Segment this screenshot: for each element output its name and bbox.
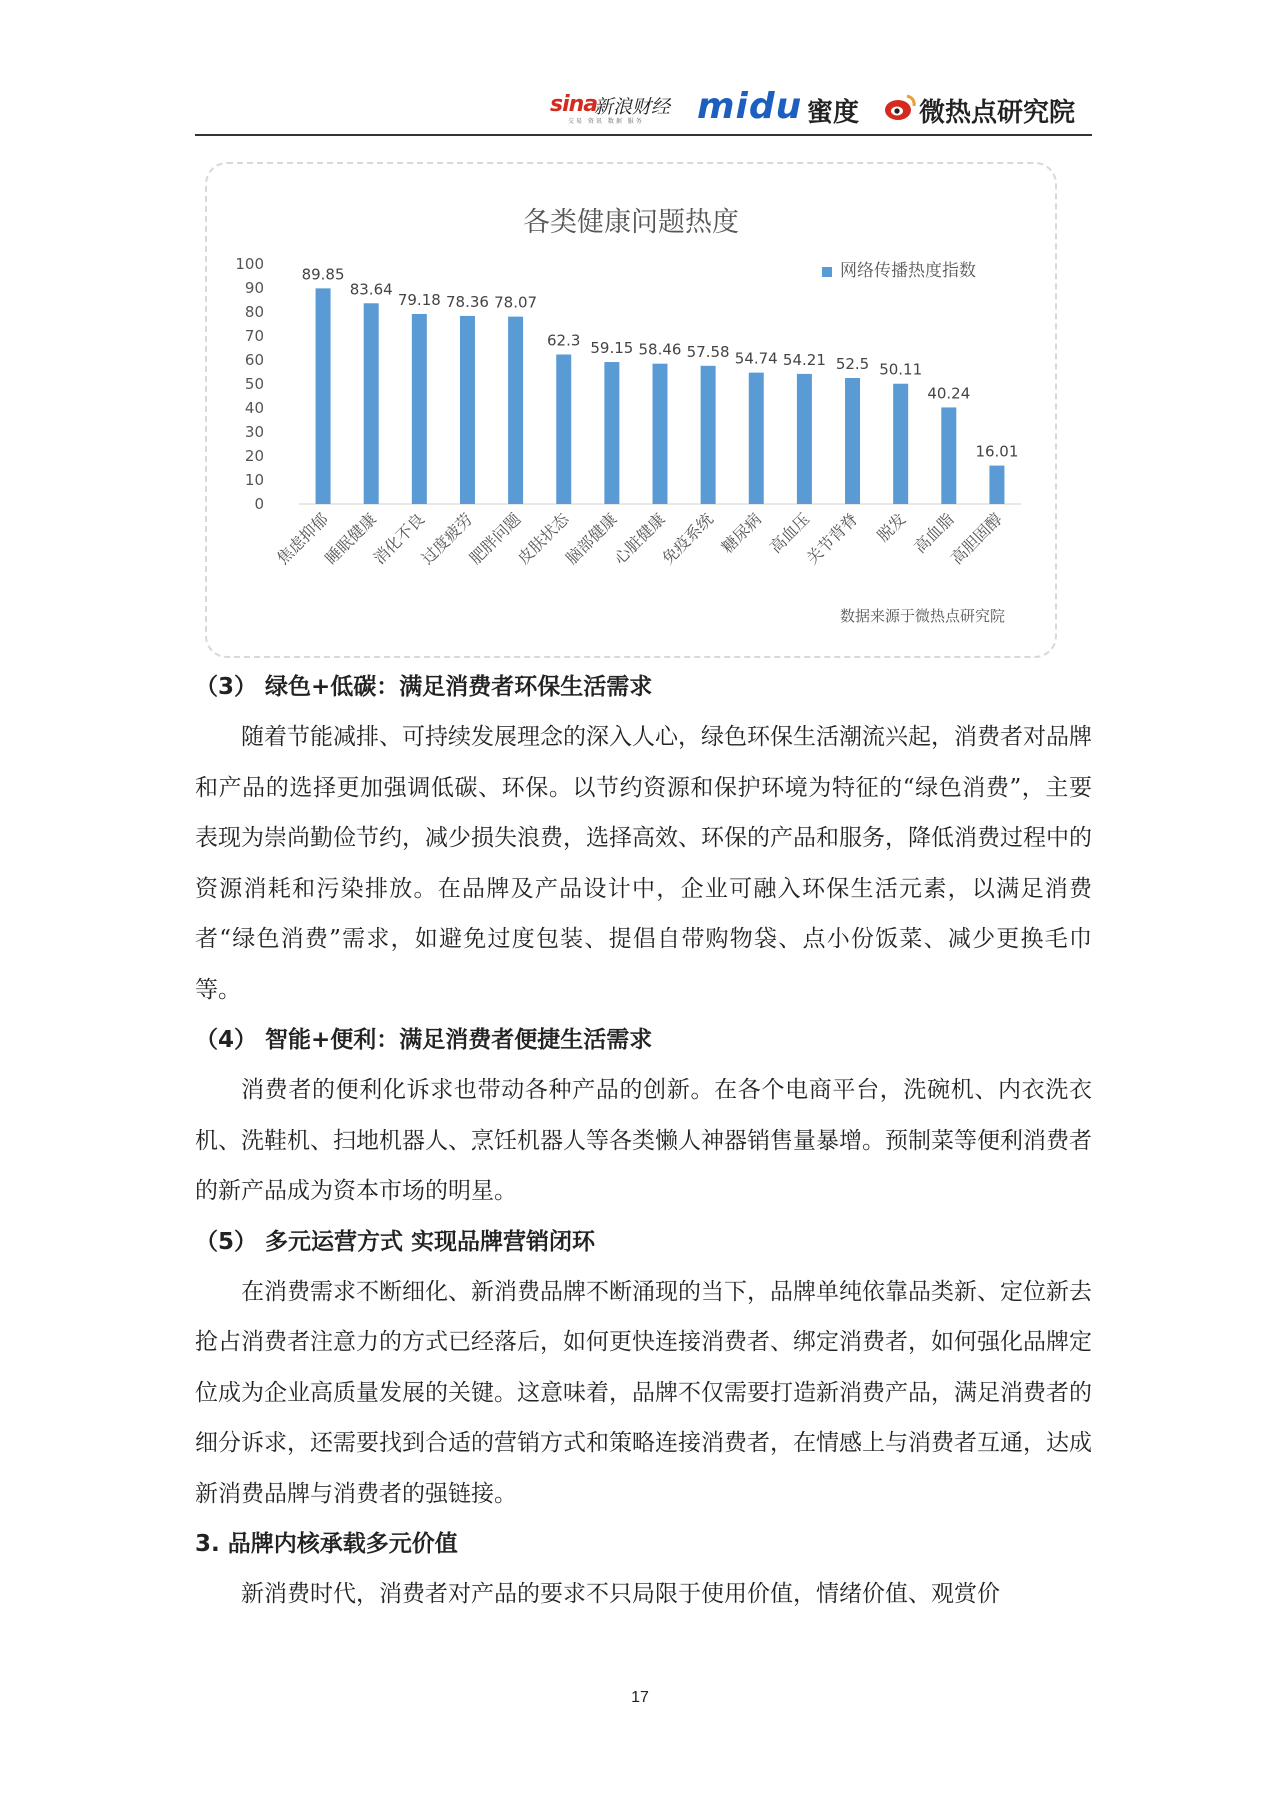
x-category-label: 免疫系统 <box>658 509 717 569</box>
bar-value-label: 83.64 <box>349 280 393 299</box>
bar <box>364 303 379 504</box>
bar-value-label: 78.07 <box>494 293 538 312</box>
bar-value-label: 89.85 <box>301 265 345 284</box>
x-category-label: 高血脂 <box>910 509 958 557</box>
y-tick-label: 20 <box>244 447 264 465</box>
bar-value-label: 54.21 <box>782 350 826 369</box>
bar <box>508 317 523 504</box>
chart-title: 各类健康问题热度 <box>523 207 739 238</box>
bar <box>460 316 475 504</box>
bar-value-label: 54.74 <box>734 349 778 368</box>
x-category-label: 关节背脊 <box>802 509 862 569</box>
bar-value-label: 62.3 <box>547 331 581 350</box>
y-tick-label: 80 <box>244 303 264 321</box>
sina-finance-logo <box>550 88 690 128</box>
bar-value-label: 78.36 <box>445 292 489 311</box>
y-tick-label: 70 <box>244 327 264 345</box>
x-category-label: 高血压 <box>765 509 814 557</box>
bar <box>701 366 716 504</box>
sina-logo-mark: sina <box>550 92 598 117</box>
bar-value-label: 40.24 <box>927 384 971 403</box>
section-heading-brand-core: 3. 品牌内核承载多元价值 <box>195 1531 458 1557</box>
page-number: 17 <box>631 1689 649 1706</box>
midu-logo-chinese: 蜜度 <box>807 98 860 128</box>
bar-value-label: 50.11 <box>879 360 923 379</box>
bar <box>941 407 956 504</box>
x-category-label: 脑部健康 <box>561 509 621 569</box>
bar <box>412 314 427 504</box>
section-heading-3: （3） 绿色+低碳：满足消费者环保生活需求 <box>195 674 653 700</box>
x-category-label: 焦虑抑郁 <box>273 509 332 569</box>
page-header <box>195 88 1092 136</box>
y-tick-label: 60 <box>244 351 264 369</box>
bar <box>653 364 668 504</box>
bar-value-label: 57.58 <box>686 342 730 361</box>
document-body <box>195 662 1092 1620</box>
section-heading-4: （4） 智能+便利：满足消费者便捷生活需求 <box>195 1027 653 1053</box>
section-paragraph-4: 消费者的便利化诉求也带动各种产品的创新。在各个电商平台，洗碗机、内衣洗衣机、洗鞋机、扫地机器人、烹饪机器人等各类懒人神器销售量暴增。预制菜等便利消费者的新产品成为资本市场的明星。 <box>195 1077 1092 1204</box>
bar <box>604 362 619 504</box>
section-paragraph-3: 随着节能减排、可持续发展理念的深入人心，绿色环保生活潮流兴起，消费者对品牌和产品的选择更加强调低碳、环保。以节约资源和保护环境为特征的“绿色消费”，主要表现为崇尚勤俭节约，减少损失浪费，选择高效、环保的产品和服务，降低消费过程中的资源消耗和污染排放。在品牌及产品设计中，企业可融入环保生活元素，以满足消费者“绿色消费”需求，如避免过度包装、提倡自带购物袋、点小份饭菜、减少更换毛巾等。 <box>195 724 1092 1003</box>
y-tick-label: 30 <box>244 423 264 441</box>
x-category-label: 心脏健康 <box>610 509 669 569</box>
health-chart-card <box>205 162 1057 658</box>
chart-source: 数据来源于微热点研究院 <box>839 607 1005 625</box>
section-heading-5: （5） 多元运营方式 实现品牌营销闭环 <box>195 1228 596 1255</box>
x-category-label: 睡眠健康 <box>321 509 381 569</box>
bar <box>797 374 812 504</box>
bar <box>316 288 331 504</box>
y-tick-label: 50 <box>244 375 264 393</box>
section-paragraph-5: 在消费需求不断细化、新消费品牌不断涌现的当下，品牌单纯依靠品类新、定位新去抢占消费者注意力的方式已经落后，如何更快连接消费者、绑定消费者，如何强化品牌定位成为企业高质量发展的关键。这意味着，品牌不仅需要打造新消费产品，满足消费者的细分诉求，还需要找到合适的营销方式和策略连接消费者，在情感上与消费者互通，达成新消费品牌与消费者的强链接。 <box>195 1278 1092 1507</box>
x-category-label: 肥胖问题 <box>465 509 525 569</box>
bar <box>556 354 571 504</box>
x-category-label: 消化不良 <box>369 509 429 569</box>
bar-value-label: 79.18 <box>397 290 441 309</box>
sina-logo-name: 新浪财经 <box>594 96 671 118</box>
y-tick-label: 90 <box>244 279 264 297</box>
x-category-label: 过度疲劳 <box>417 509 477 569</box>
x-category-label: 脱发 <box>873 509 910 546</box>
weiredian-logo-name: 微热点研究院 <box>919 98 1076 128</box>
y-tick-label: 10 <box>244 471 264 489</box>
bar-value-label: 58.46 <box>638 340 682 359</box>
bar <box>749 373 764 504</box>
bar-value-label: 59.15 <box>590 339 634 358</box>
bar-value-label: 52.5 <box>835 355 870 373</box>
y-tick-label: 40 <box>244 399 264 417</box>
bar-chart <box>207 164 1055 656</box>
bar <box>989 466 1004 504</box>
midu-logo: midu <box>697 86 803 127</box>
bar-value-label: 16.01 <box>975 442 1019 461</box>
y-tick-label: 100 <box>235 255 264 273</box>
x-category-label: 高胆固醇 <box>947 509 1006 569</box>
sina-logo-subtitle: 交易 资讯 数据 服务 <box>568 118 644 125</box>
bar <box>893 384 908 504</box>
weibo-eye-icon <box>883 92 917 124</box>
bar <box>845 378 860 504</box>
x-category-label: 皮肤状态 <box>513 509 573 569</box>
y-tick-label: 0 <box>254 495 264 513</box>
legend-label: 网络传播热度指数 <box>840 261 976 281</box>
section-paragraph-brand-core: 新消费时代，消费者对产品的要求不只局限于使用价值，情绪价值、观赏价 <box>241 1581 1000 1607</box>
x-category-label: 糖尿病 <box>717 509 766 557</box>
